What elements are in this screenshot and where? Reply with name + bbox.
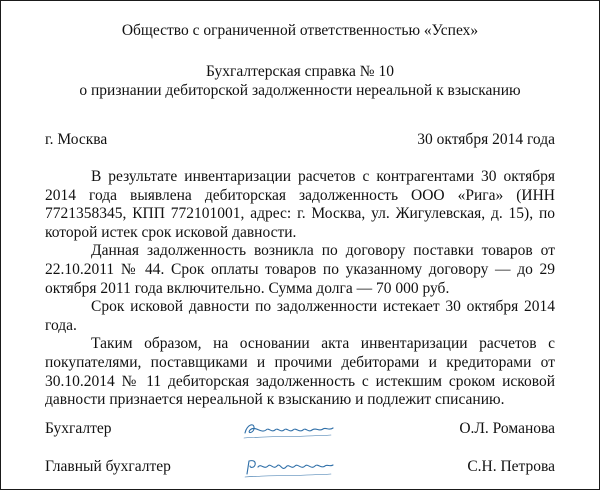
paragraph: В результате инвентаризации расчетов с контрагентами 30 октября 2014 года выявлена дебиторская задолженность ООО «Рига» (ИНН 7721358345, КПП 772101001, адрес: г. Москва, ул. Жигулевская, д. 15), по которой истек срок исковой давности. — [45, 168, 555, 241]
signer-name: О.Л. Романова — [459, 420, 555, 437]
signer-name: С.Н. Петрова — [467, 458, 555, 475]
paragraph: Таким образом, на основании акта инвентаризации расчетов с покупателями, поставщиками и прочими дебиторами и кредиторами от 30.10.2014 № 11 дебиторская задолженность с истекшим сроком исковой давности признается нереальной к взысканию и подлежит списанию. — [45, 335, 555, 409]
paragraph: Данная задолженность возникла по договору поставки товаров от 22.10.2011 № 44. Срок оплаты товаров по указанному договору — до 29 октября 2011 года включительно. Сумма долга — 70 000 руб. — [45, 242, 555, 297]
document-date: 30 октября 2014 года — [417, 131, 555, 148]
handwritten-signature — [241, 416, 337, 442]
company-name: Общество с ограниченной ответственностью «Успех» — [121, 22, 479, 39]
document-subtitle: о признании дебиторской задолженности нереальной к взысканию — [79, 82, 521, 99]
document-city: г. Москва — [45, 131, 108, 148]
handwritten-signature — [241, 454, 337, 480]
signer-role: Бухгалтер — [45, 420, 112, 437]
document-body — [45, 168, 555, 410]
signature-row-accountant — [45, 418, 555, 442]
place-date-row — [45, 131, 555, 149]
document-title: Бухгалтерская справка № 10 — [206, 63, 394, 80]
signer-role: Главный бухгалтер — [45, 458, 171, 475]
signature-row-chief-accountant — [45, 456, 555, 480]
paragraph: Срок исковой давности по задолженности истекает 30 октября 2014 года. — [45, 298, 555, 334]
